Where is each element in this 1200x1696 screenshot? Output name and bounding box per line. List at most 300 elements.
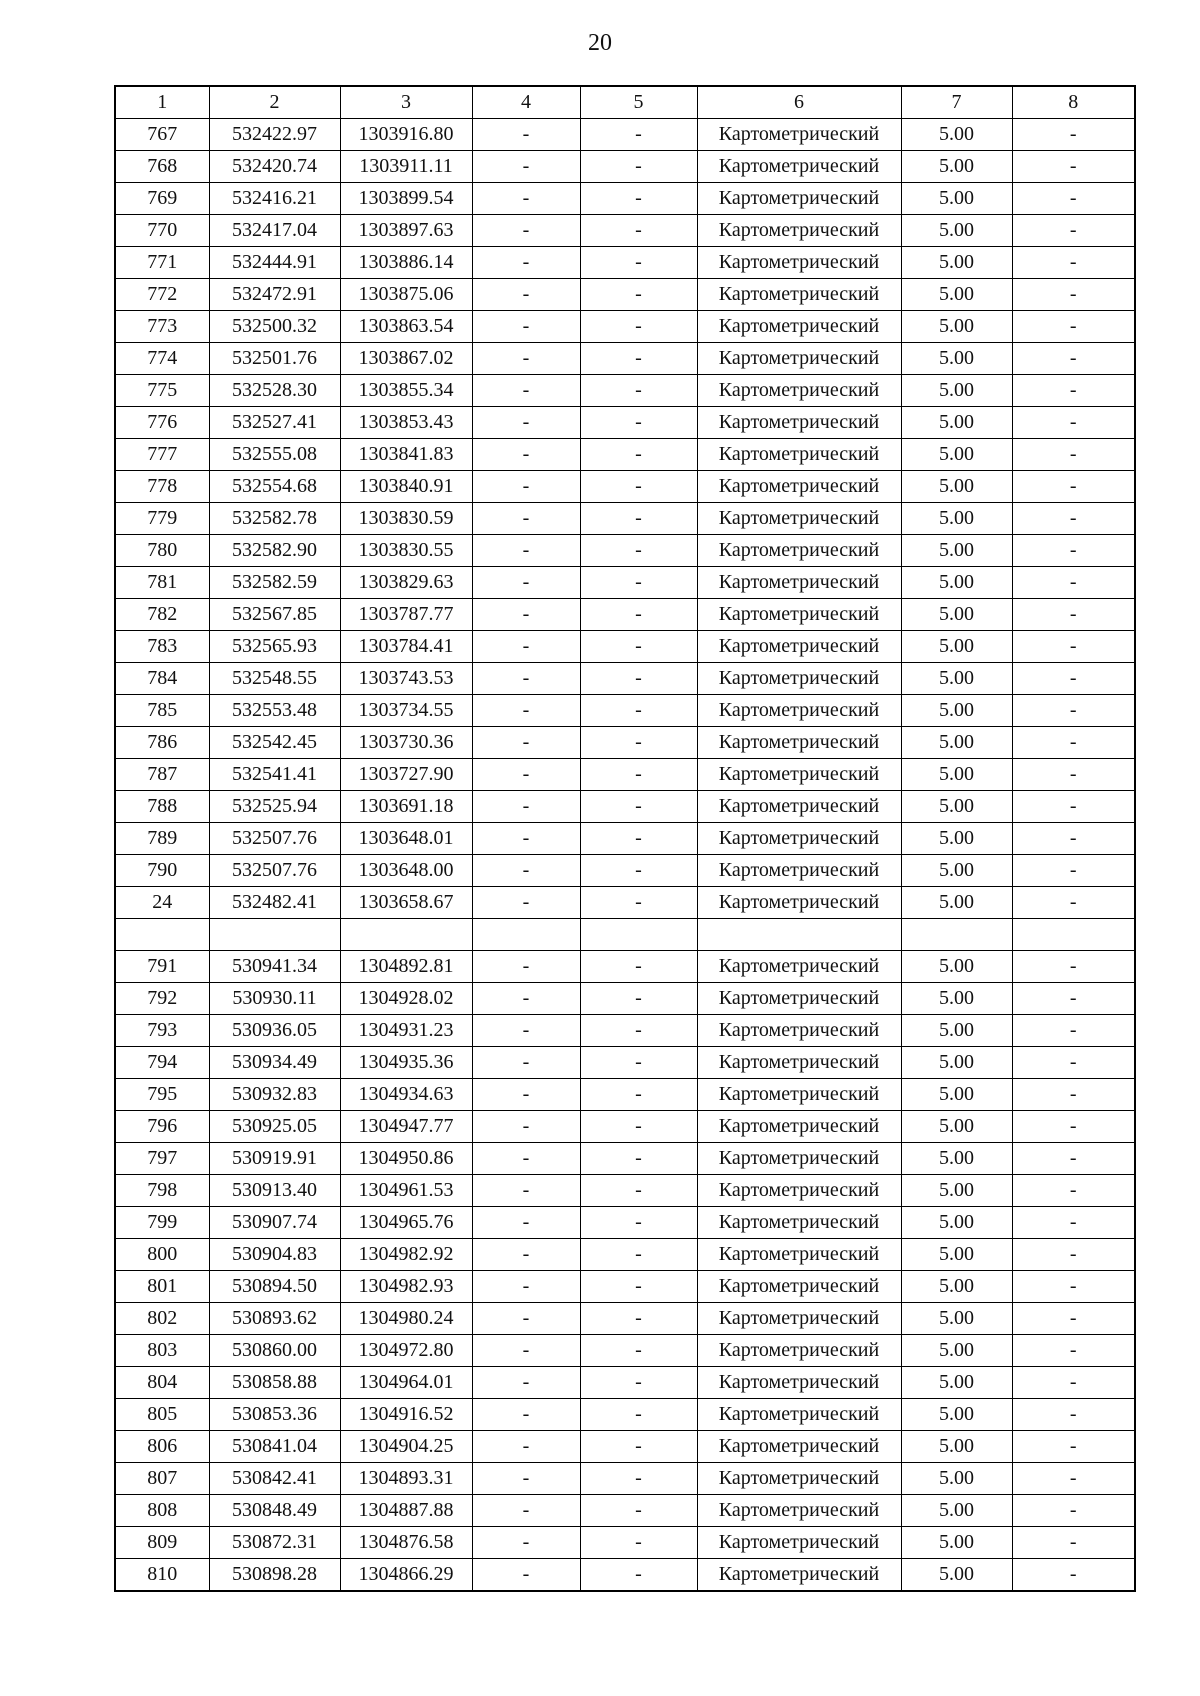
accuracy-cell: 5.00 <box>901 1303 1012 1335</box>
col8-cell: - <box>1012 535 1135 567</box>
col5-cell: - <box>580 439 697 471</box>
accuracy-cell: 5.00 <box>901 759 1012 791</box>
method-cell: Картометрический <box>697 855 901 887</box>
x-coordinate-cell: 530848.49 <box>209 1495 340 1527</box>
col8-cell: - <box>1012 407 1135 439</box>
col5-cell: - <box>580 951 697 983</box>
method-cell: Картометрический <box>697 343 901 375</box>
col5-cell: - <box>580 663 697 695</box>
page-number: 20 <box>588 30 612 56</box>
column-header: 7 <box>901 86 1012 119</box>
point-number-cell: 807 <box>115 1463 209 1495</box>
col4-cell: - <box>472 1431 580 1463</box>
col5-cell: - <box>580 1271 697 1303</box>
x-coordinate-cell: 532527.41 <box>209 407 340 439</box>
y-coordinate-cell: 1303730.36 <box>340 727 472 759</box>
col8-cell: - <box>1012 471 1135 503</box>
x-coordinate-cell: 532501.76 <box>209 343 340 375</box>
col4-cell: - <box>472 1175 580 1207</box>
point-number-cell: 780 <box>115 535 209 567</box>
method-cell: Картометрический <box>697 1559 901 1592</box>
accuracy-cell: 5.00 <box>901 343 1012 375</box>
point-number-cell: 797 <box>115 1143 209 1175</box>
x-coordinate-cell: 530925.05 <box>209 1111 340 1143</box>
table-row <box>115 887 1135 919</box>
x-coordinate-cell: 532422.97 <box>209 119 340 151</box>
col8-cell: - <box>1012 343 1135 375</box>
accuracy-cell: 5.00 <box>901 1271 1012 1303</box>
col8-cell: - <box>1012 1175 1135 1207</box>
col4-cell: - <box>472 1495 580 1527</box>
point-number-cell: 767 <box>115 119 209 151</box>
table-row <box>115 311 1135 343</box>
y-coordinate-cell: 1303784.41 <box>340 631 472 663</box>
col4-cell: - <box>472 759 580 791</box>
x-coordinate-cell: 532416.21 <box>209 183 340 215</box>
point-number-cell: 783 <box>115 631 209 663</box>
table-row <box>115 1367 1135 1399</box>
method-cell: Картометрический <box>697 1431 901 1463</box>
column-header: 4 <box>472 86 580 119</box>
y-coordinate-cell: 1304904.25 <box>340 1431 472 1463</box>
col4-cell: - <box>472 1015 580 1047</box>
point-number-cell: 805 <box>115 1399 209 1431</box>
method-cell: Картометрический <box>697 183 901 215</box>
col5-cell <box>580 919 697 951</box>
x-coordinate-cell: 530930.11 <box>209 983 340 1015</box>
y-coordinate-cell: 1303863.54 <box>340 311 472 343</box>
y-coordinate-cell: 1303841.83 <box>340 439 472 471</box>
table-row <box>115 919 1135 951</box>
table-row <box>115 759 1135 791</box>
col8-cell: - <box>1012 503 1135 535</box>
method-cell: Картометрический <box>697 535 901 567</box>
y-coordinate-cell: 1304934.63 <box>340 1079 472 1111</box>
col4-cell: - <box>472 1303 580 1335</box>
table-row <box>115 727 1135 759</box>
col8-cell: - <box>1012 599 1135 631</box>
method-cell: Картометрический <box>697 1271 901 1303</box>
point-number-cell: 798 <box>115 1175 209 1207</box>
accuracy-cell: 5.00 <box>901 1047 1012 1079</box>
col8-cell: - <box>1012 887 1135 919</box>
point-number-cell: 778 <box>115 471 209 503</box>
col5-cell: - <box>580 1527 697 1559</box>
point-number-cell: 770 <box>115 215 209 247</box>
table-header <box>115 86 1135 119</box>
accuracy-cell: 5.00 <box>901 1559 1012 1592</box>
accuracy-cell: 5.00 <box>901 1527 1012 1559</box>
col5-cell: - <box>580 1015 697 1047</box>
method-cell: Картометрический <box>697 1175 901 1207</box>
x-coordinate-cell: 532582.90 <box>209 535 340 567</box>
col5-cell: - <box>580 791 697 823</box>
col4-cell: - <box>472 1271 580 1303</box>
y-coordinate-cell <box>340 919 472 951</box>
col8-cell: - <box>1012 1335 1135 1367</box>
point-number-cell: 781 <box>115 567 209 599</box>
col5-cell: - <box>580 279 697 311</box>
x-coordinate-cell: 532507.76 <box>209 823 340 855</box>
x-coordinate-cell: 532541.41 <box>209 759 340 791</box>
col8-cell: - <box>1012 567 1135 599</box>
x-coordinate-cell: 530936.05 <box>209 1015 340 1047</box>
accuracy-cell: 5.00 <box>901 1399 1012 1431</box>
col8-cell: - <box>1012 1207 1135 1239</box>
col8-cell: - <box>1012 1559 1135 1592</box>
col4-cell: - <box>472 1079 580 1111</box>
y-coordinate-cell: 1303727.90 <box>340 759 472 791</box>
point-number-cell: 787 <box>115 759 209 791</box>
y-coordinate-cell: 1303899.54 <box>340 183 472 215</box>
point-number-cell: 804 <box>115 1367 209 1399</box>
col4-cell: - <box>472 855 580 887</box>
accuracy-cell: 5.00 <box>901 983 1012 1015</box>
y-coordinate-cell: 1304972.80 <box>340 1335 472 1367</box>
col5-cell: - <box>580 471 697 503</box>
col4-cell: - <box>472 727 580 759</box>
x-coordinate-cell: 532565.93 <box>209 631 340 663</box>
point-number-cell: 772 <box>115 279 209 311</box>
col4-cell: - <box>472 535 580 567</box>
column-header: 3 <box>340 86 472 119</box>
column-header: 5 <box>580 86 697 119</box>
col4-cell: - <box>472 311 580 343</box>
accuracy-cell: 5.00 <box>901 1431 1012 1463</box>
y-coordinate-cell: 1303911.11 <box>340 151 472 183</box>
col5-cell: - <box>580 1463 697 1495</box>
col8-cell: - <box>1012 727 1135 759</box>
method-cell: Картометрический <box>697 471 901 503</box>
col8-cell: - <box>1012 1111 1135 1143</box>
col4-cell: - <box>472 695 580 727</box>
method-cell: Картометрический <box>697 1463 901 1495</box>
table-row <box>115 343 1135 375</box>
col5-cell: - <box>580 311 697 343</box>
table-row <box>115 1111 1135 1143</box>
col8-cell: - <box>1012 151 1135 183</box>
col8-cell: - <box>1012 1303 1135 1335</box>
y-coordinate-cell: 1304982.93 <box>340 1271 472 1303</box>
col4-cell: - <box>472 151 580 183</box>
col5-cell: - <box>580 983 697 1015</box>
x-coordinate-cell: 530934.49 <box>209 1047 340 1079</box>
y-coordinate-cell: 1304931.23 <box>340 1015 472 1047</box>
x-coordinate-cell: 530904.83 <box>209 1239 340 1271</box>
y-coordinate-cell: 1303897.63 <box>340 215 472 247</box>
accuracy-cell: 5.00 <box>901 375 1012 407</box>
accuracy-cell: 5.00 <box>901 119 1012 151</box>
y-coordinate-cell: 1303853.43 <box>340 407 472 439</box>
y-coordinate-cell: 1303830.59 <box>340 503 472 535</box>
method-cell: Картометрический <box>697 567 901 599</box>
x-coordinate-cell: 530842.41 <box>209 1463 340 1495</box>
y-coordinate-cell: 1303648.00 <box>340 855 472 887</box>
col5-cell: - <box>580 1047 697 1079</box>
col8-cell: - <box>1012 1271 1135 1303</box>
table-row <box>115 791 1135 823</box>
col4-cell: - <box>472 1463 580 1495</box>
point-number-cell: 769 <box>115 183 209 215</box>
method-cell: Картометрический <box>697 1207 901 1239</box>
table-row <box>115 663 1135 695</box>
y-coordinate-cell: 1304928.02 <box>340 983 472 1015</box>
x-coordinate-cell: 532507.76 <box>209 855 340 887</box>
method-cell: Картометрический <box>697 1367 901 1399</box>
table-row <box>115 1431 1135 1463</box>
y-coordinate-cell: 1304950.86 <box>340 1143 472 1175</box>
col5-cell: - <box>580 887 697 919</box>
col8-cell: - <box>1012 1431 1135 1463</box>
column-header: 6 <box>697 86 901 119</box>
col8-cell: - <box>1012 1367 1135 1399</box>
accuracy-cell: 5.00 <box>901 855 1012 887</box>
col5-cell: - <box>580 1079 697 1111</box>
table-row <box>115 1143 1135 1175</box>
col4-cell: - <box>472 887 580 919</box>
point-number-cell: 796 <box>115 1111 209 1143</box>
col4-cell: - <box>472 183 580 215</box>
col8-cell: - <box>1012 855 1135 887</box>
table-row <box>115 855 1135 887</box>
table-row <box>115 631 1135 663</box>
method-cell: Картометрический <box>697 727 901 759</box>
col5-cell: - <box>580 599 697 631</box>
point-number-cell: 777 <box>115 439 209 471</box>
x-coordinate-cell: 532528.30 <box>209 375 340 407</box>
col4-cell: - <box>472 247 580 279</box>
method-cell: Картометрический <box>697 1015 901 1047</box>
col5-cell: - <box>580 1143 697 1175</box>
y-coordinate-cell: 1304916.52 <box>340 1399 472 1431</box>
col8-cell: - <box>1012 311 1135 343</box>
col5-cell: - <box>580 375 697 407</box>
table-row <box>115 823 1135 855</box>
point-number-cell: 788 <box>115 791 209 823</box>
col5-cell: - <box>580 1239 697 1271</box>
col8-cell: - <box>1012 1463 1135 1495</box>
table-row <box>115 599 1135 631</box>
method-cell: Картометрический <box>697 439 901 471</box>
x-coordinate-cell: 532582.78 <box>209 503 340 535</box>
col8-cell: - <box>1012 1047 1135 1079</box>
col8-cell: - <box>1012 1015 1135 1047</box>
method-cell: Картометрический <box>697 1143 901 1175</box>
col4-cell: - <box>472 1207 580 1239</box>
x-coordinate-cell: 532553.48 <box>209 695 340 727</box>
col4-cell: - <box>472 599 580 631</box>
col8-cell: - <box>1012 119 1135 151</box>
col4-cell: - <box>472 1527 580 1559</box>
x-coordinate-cell <box>209 919 340 951</box>
x-coordinate-cell: 532482.41 <box>209 887 340 919</box>
point-number-cell: 24 <box>115 887 209 919</box>
col8-cell: - <box>1012 183 1135 215</box>
col5-cell: - <box>580 727 697 759</box>
x-coordinate-cell: 530932.83 <box>209 1079 340 1111</box>
point-number-cell: 773 <box>115 311 209 343</box>
col8-cell: - <box>1012 1239 1135 1271</box>
table-row <box>115 1271 1135 1303</box>
point-number-cell: 768 <box>115 151 209 183</box>
col5-cell: - <box>580 407 697 439</box>
y-coordinate-cell: 1304965.76 <box>340 1207 472 1239</box>
accuracy-cell: 5.00 <box>901 407 1012 439</box>
col4-cell: - <box>472 375 580 407</box>
table-row <box>115 183 1135 215</box>
col5-cell: - <box>580 343 697 375</box>
y-coordinate-cell: 1304980.24 <box>340 1303 472 1335</box>
y-coordinate-cell: 1303829.63 <box>340 567 472 599</box>
col5-cell: - <box>580 1175 697 1207</box>
point-number-cell: 795 <box>115 1079 209 1111</box>
point-number-cell: 771 <box>115 247 209 279</box>
accuracy-cell: 5.00 <box>901 215 1012 247</box>
col5-cell: - <box>580 215 697 247</box>
accuracy-cell: 5.00 <box>901 599 1012 631</box>
coordinates-table-container <box>114 85 1134 1592</box>
point-number-cell: 789 <box>115 823 209 855</box>
col4-cell: - <box>472 215 580 247</box>
table-row <box>115 215 1135 247</box>
x-coordinate-cell: 530913.40 <box>209 1175 340 1207</box>
x-coordinate-cell: 530853.36 <box>209 1399 340 1431</box>
col5-cell: - <box>580 631 697 663</box>
method-cell: Картометрический <box>697 1303 901 1335</box>
accuracy-cell: 5.00 <box>901 1239 1012 1271</box>
point-number-cell: 800 <box>115 1239 209 1271</box>
x-coordinate-cell: 532417.04 <box>209 215 340 247</box>
x-coordinate-cell: 532500.32 <box>209 311 340 343</box>
x-coordinate-cell: 530919.91 <box>209 1143 340 1175</box>
col8-cell: - <box>1012 279 1135 311</box>
accuracy-cell: 5.00 <box>901 823 1012 855</box>
y-coordinate-cell: 1303840.91 <box>340 471 472 503</box>
y-coordinate-cell: 1303648.01 <box>340 823 472 855</box>
point-number-cell: 809 <box>115 1527 209 1559</box>
col4-cell: - <box>472 279 580 311</box>
point-number-cell: 790 <box>115 855 209 887</box>
accuracy-cell: 5.00 <box>901 567 1012 599</box>
col5-cell: - <box>580 759 697 791</box>
col8-cell: - <box>1012 439 1135 471</box>
col5-cell: - <box>580 535 697 567</box>
col5-cell: - <box>580 1495 697 1527</box>
method-cell: Картометрический <box>697 247 901 279</box>
method-cell: Картометрический <box>697 279 901 311</box>
col4-cell: - <box>472 567 580 599</box>
y-coordinate-cell: 1303830.55 <box>340 535 472 567</box>
col5-cell: - <box>580 567 697 599</box>
col8-cell: - <box>1012 695 1135 727</box>
col8-cell: - <box>1012 375 1135 407</box>
col8-cell: - <box>1012 983 1135 1015</box>
col4-cell: - <box>472 471 580 503</box>
accuracy-cell <box>901 919 1012 951</box>
col5-cell: - <box>580 695 697 727</box>
table-row <box>115 1239 1135 1271</box>
table-row <box>115 983 1135 1015</box>
table-row <box>115 439 1135 471</box>
method-cell: Картометрический <box>697 1239 901 1271</box>
accuracy-cell: 5.00 <box>901 247 1012 279</box>
table-row <box>115 951 1135 983</box>
point-number-cell: 791 <box>115 951 209 983</box>
col4-cell: - <box>472 1239 580 1271</box>
x-coordinate-cell: 530941.34 <box>209 951 340 983</box>
x-coordinate-cell: 532420.74 <box>209 151 340 183</box>
table-row <box>115 375 1135 407</box>
y-coordinate-cell: 1303886.14 <box>340 247 472 279</box>
method-cell: Картометрический <box>697 375 901 407</box>
table-row <box>115 1527 1135 1559</box>
col8-cell: - <box>1012 215 1135 247</box>
point-number-cell: 793 <box>115 1015 209 1047</box>
col4-cell: - <box>472 791 580 823</box>
col8-cell: - <box>1012 631 1135 663</box>
y-coordinate-cell: 1303875.06 <box>340 279 472 311</box>
accuracy-cell: 5.00 <box>901 151 1012 183</box>
x-coordinate-cell: 532444.91 <box>209 247 340 279</box>
col8-cell <box>1012 919 1135 951</box>
accuracy-cell: 5.00 <box>901 1207 1012 1239</box>
accuracy-cell: 5.00 <box>901 695 1012 727</box>
y-coordinate-cell: 1303743.53 <box>340 663 472 695</box>
x-coordinate-cell: 532554.68 <box>209 471 340 503</box>
table-row <box>115 1399 1135 1431</box>
point-number-cell <box>115 919 209 951</box>
accuracy-cell: 5.00 <box>901 1015 1012 1047</box>
method-cell: Картометрический <box>697 759 901 791</box>
y-coordinate-cell: 1303691.18 <box>340 791 472 823</box>
method-cell: Картометрический <box>697 951 901 983</box>
table-row <box>115 151 1135 183</box>
table-row <box>115 1175 1135 1207</box>
y-coordinate-cell: 1304866.29 <box>340 1559 472 1592</box>
method-cell: Картометрический <box>697 1335 901 1367</box>
y-coordinate-cell: 1304876.58 <box>340 1527 472 1559</box>
table-row <box>115 1079 1135 1111</box>
table-row <box>115 471 1135 503</box>
accuracy-cell: 5.00 <box>901 1463 1012 1495</box>
y-coordinate-cell: 1303787.77 <box>340 599 472 631</box>
accuracy-cell: 5.00 <box>901 791 1012 823</box>
method-cell: Картометрический <box>697 791 901 823</box>
table-header-row <box>115 86 1135 119</box>
col8-cell: - <box>1012 1079 1135 1111</box>
method-cell: Картометрический <box>697 119 901 151</box>
point-number-cell: 775 <box>115 375 209 407</box>
col8-cell: - <box>1012 823 1135 855</box>
method-cell: Картометрический <box>697 1399 901 1431</box>
x-coordinate-cell: 530858.88 <box>209 1367 340 1399</box>
point-number-cell: 774 <box>115 343 209 375</box>
table-row <box>115 1559 1135 1592</box>
accuracy-cell: 5.00 <box>901 1143 1012 1175</box>
accuracy-cell: 5.00 <box>901 1335 1012 1367</box>
col4-cell: - <box>472 343 580 375</box>
point-number-cell: 808 <box>115 1495 209 1527</box>
column-header: 2 <box>209 86 340 119</box>
x-coordinate-cell: 532567.85 <box>209 599 340 631</box>
y-coordinate-cell: 1304892.81 <box>340 951 472 983</box>
method-cell: Картометрический <box>697 1527 901 1559</box>
method-cell: Картометрический <box>697 1047 901 1079</box>
accuracy-cell: 5.00 <box>901 503 1012 535</box>
col5-cell: - <box>580 1431 697 1463</box>
col4-cell: - <box>472 1559 580 1592</box>
method-cell: Картометрический <box>697 823 901 855</box>
